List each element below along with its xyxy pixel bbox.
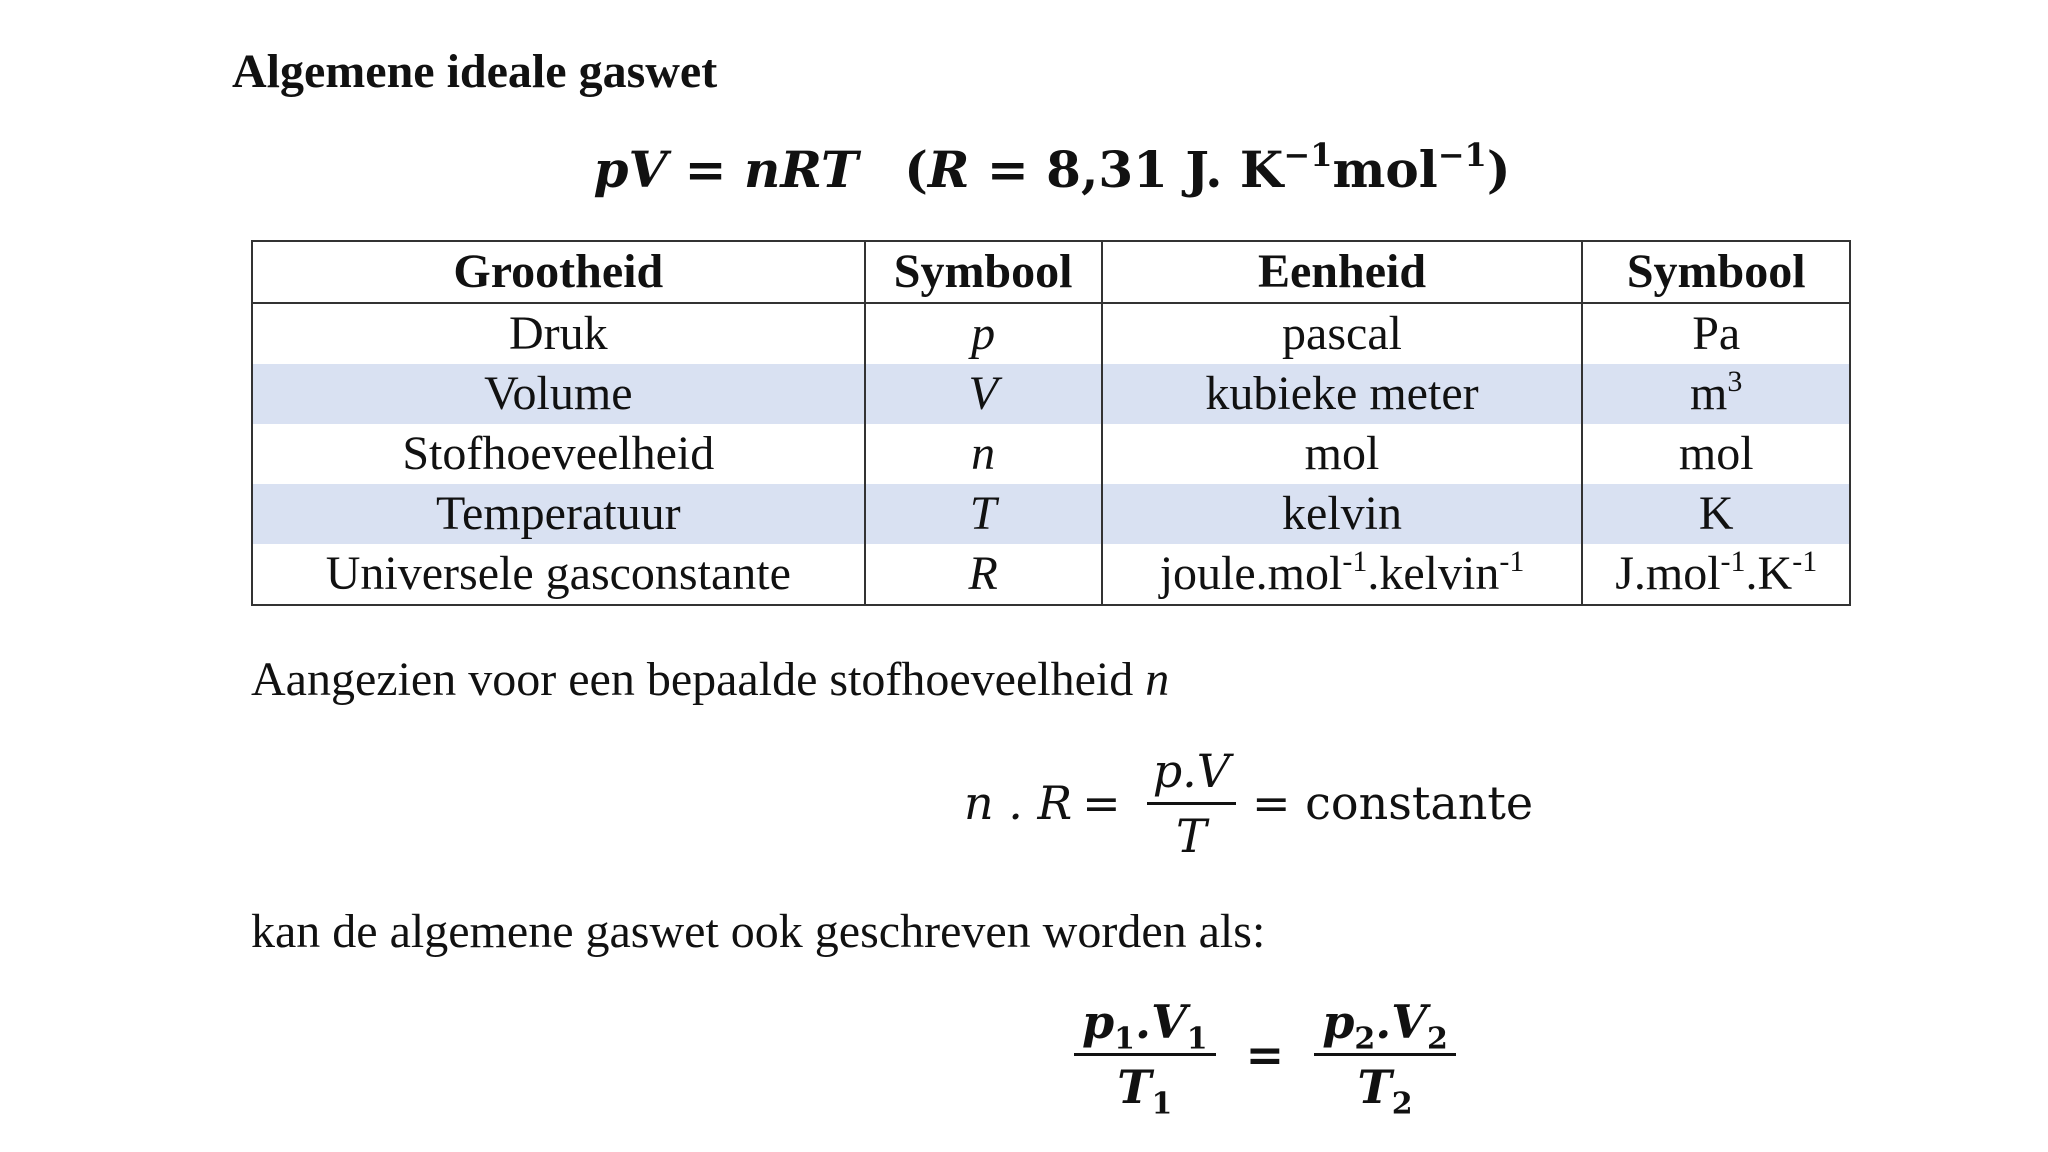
- subscript: 1: [1151, 1086, 1173, 1122]
- unit-symbol-part: .K: [1745, 547, 1793, 600]
- fraction-denominator: [1349, 1056, 1420, 1122]
- volume-symbol: V: [1151, 995, 1187, 1049]
- equals-sign: =: [1082, 776, 1121, 830]
- unit-exponent: -1: [1342, 545, 1368, 578]
- temperature-symbol: T: [1117, 1060, 1152, 1114]
- fraction-right: [1314, 995, 1456, 1122]
- cell-symbol: p: [865, 303, 1102, 364]
- fraction-denominator: [1109, 1056, 1180, 1122]
- equation-lhs: n . R: [964, 776, 1073, 830]
- pressure-symbol: p: [1322, 995, 1355, 1049]
- quantities-table: [251, 240, 1851, 606]
- table-row: [252, 484, 1850, 544]
- ideal-gas-law-equation: [0, 136, 2048, 199]
- cell-unit-symbol: [1582, 544, 1850, 605]
- cell-quantity: Druk: [252, 303, 865, 364]
- fraction: [1147, 744, 1236, 863]
- cell-symbol: V: [865, 364, 1102, 424]
- volume-symbol: V: [1391, 995, 1427, 1049]
- dot: .: [1135, 995, 1152, 1049]
- cell-symbol: R: [865, 544, 1102, 605]
- header-unit: Eenheid: [1102, 241, 1583, 303]
- header-quantity: Grootheid: [252, 241, 865, 303]
- subscript: 1: [1186, 1021, 1208, 1057]
- exponent: −1: [1283, 136, 1333, 175]
- header-symbol: Symbool: [865, 241, 1102, 303]
- cell-quantity: Stofhoeveelheid: [252, 424, 865, 484]
- fraction-numerator: p.V: [1147, 744, 1236, 805]
- equals-sign: =: [1245, 1027, 1285, 1082]
- cell-unit: pascal: [1102, 303, 1583, 364]
- paren-open: (: [904, 140, 928, 199]
- unit-symbol-base: m: [1690, 367, 1728, 420]
- unit-symbol-part: J.mol: [1615, 547, 1721, 600]
- subscript: 2: [1354, 1021, 1376, 1057]
- pressure-symbol: p: [1082, 995, 1115, 1049]
- table-row: [252, 364, 1850, 424]
- unit-part: joule.mol: [1159, 547, 1343, 600]
- subscript: 1: [1114, 1021, 1136, 1057]
- table-row: [252, 303, 1850, 364]
- equation-lhs: pV = nRT: [593, 140, 859, 199]
- cell-unit-symbol: K: [1582, 484, 1850, 544]
- unit-symbol-exponent: -1: [1792, 545, 1818, 578]
- unit-mol: mol: [1332, 140, 1438, 199]
- fraction-denominator: T: [1175, 808, 1207, 863]
- temperature-symbol: T: [1357, 1060, 1392, 1114]
- cell-quantity: Temperatuur: [252, 484, 865, 544]
- fraction-numerator: [1314, 995, 1456, 1056]
- cell-unit: kelvin: [1102, 484, 1583, 544]
- fraction-numerator: [1074, 995, 1216, 1056]
- exponent: −1: [1437, 136, 1487, 175]
- gas-constant-value: = 8,31 J. K: [969, 140, 1284, 199]
- unit-symbol-exponent: -1: [1720, 545, 1746, 578]
- subscript: 2: [1391, 1086, 1413, 1122]
- unit-part: .kelvin: [1367, 547, 1500, 600]
- table-row: [252, 424, 1850, 484]
- page-title: Algemene ideale gaswet: [232, 45, 718, 98]
- paragraph-intro: [251, 652, 1169, 707]
- cell-quantity: Universele gasconstante: [252, 544, 865, 605]
- equation-rhs: = constante: [1251, 776, 1534, 830]
- cell-unit-symbol: mol: [1582, 424, 1850, 484]
- cell-unit-symbol: [1582, 364, 1850, 424]
- table-row: [252, 544, 1850, 605]
- dot: .: [1375, 995, 1392, 1049]
- cell-unit: kubieke meter: [1102, 364, 1583, 424]
- cell-symbol: n: [865, 424, 1102, 484]
- constant-equation: [964, 738, 1533, 868]
- combined-gas-law-equation: [1058, 995, 1472, 1122]
- fraction-left: [1074, 995, 1216, 1122]
- subscript: 2: [1426, 1021, 1448, 1057]
- cell-unit: [1102, 544, 1583, 605]
- cell-unit-symbol: Pa: [1582, 303, 1850, 364]
- paragraph-conclusion: kan de algemene gaswet ook geschreven worden als:: [251, 905, 1266, 958]
- unit-symbol-exponent: 3: [1727, 365, 1743, 398]
- paren-close: ): [1486, 140, 1511, 199]
- paragraph-variable: n: [1145, 653, 1170, 706]
- gas-constant-symbol: R: [927, 140, 970, 199]
- cell-symbol: T: [865, 484, 1102, 544]
- table-header-row: [252, 241, 1850, 303]
- header-unit-symbol: Symbool: [1582, 241, 1850, 303]
- paragraph-text: Aangezien voor een bepaalde stofhoeveelheid: [251, 653, 1146, 706]
- unit-exponent: -1: [1499, 545, 1525, 578]
- cell-unit: mol: [1102, 424, 1583, 484]
- cell-quantity: Volume: [252, 364, 865, 424]
